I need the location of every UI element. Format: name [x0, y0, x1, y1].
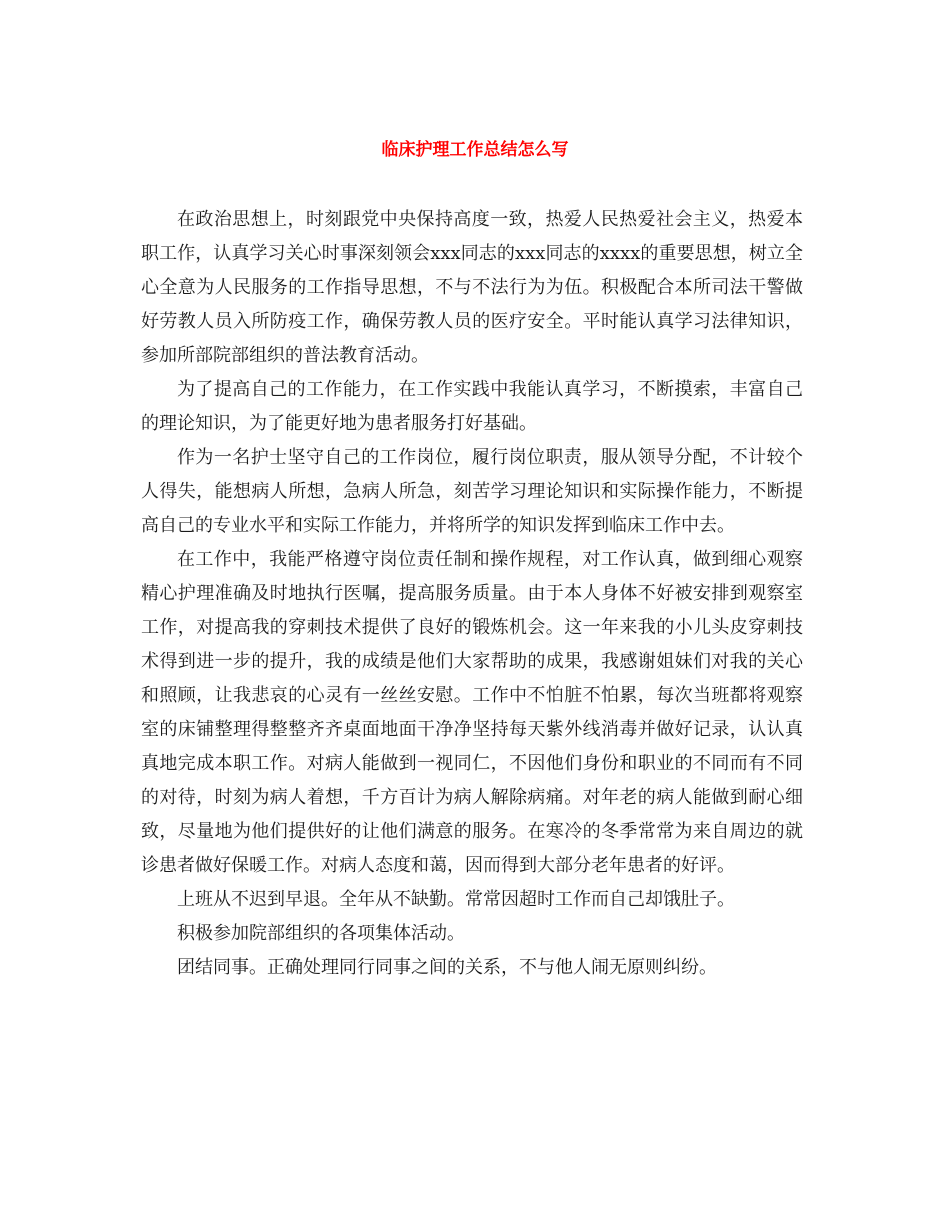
paragraph-political: 在政治思想上，时刻跟党中央保持高度一致，热爱人民热爱社会主义，热爱本职工作，认真学习关心时事深刻领会xxx同志的xxx同志的xxxx的重要思想，树立全心全意为人民服务的工作指导思想，不与不法行为为伍。积极配合本所司法干警做好劳教人员入所防疫工作，确保劳教人员的医疗安全。平时能认真学习法律知识，参加所部院部组织的普法教育活动。 — [141, 209, 803, 366]
document-title: 临床护理工作总结怎么写 — [381, 140, 569, 160]
paragraph-nurse-duty: 作为一名护士坚守自己的工作岗位，履行岗位职责，服从领导分配，不计较个人得失，能想病人所想，急病人所急，刻苦学习理论知识和实际操作能力，不断提高自己的专业水平和实际工作能力，并将所学的知识发挥到临床工作中去。 — [141, 447, 803, 536]
paragraph-ability: 为了提高自己的工作能力，在工作实践中我能认真学习，不断摸索，丰富自己的理论知识，为了能更好地为患者服务打好基础。 — [141, 379, 803, 434]
paragraph-colleagues: 团结同事。正确处理同行同事之间的关系，不与他人闹无原则纠纷。 — [177, 957, 717, 978]
paragraph-work-detail: 在工作中，我能严格遵守岗位责任制和操作规程，对工作认真，做到细心观察精心护理准确及时地执行医嘱，提高服务质量。由于本人身体不好被安排到观察室工作，对提高我的穿刺技术提供了良好的锻炼机会。这一年来我的小儿头皮穿刺技术得到进一步的提升，我的成绩是他们大家帮助的成果，我感谢姐妹们对我的关心和照顾，让我悲哀的心灵有一丝丝安慰。工作中不怕脏不怕累，每次当班都将观察室的床铺整理得整整齐齐桌面地面干净净坚持每天紫外线消毒并做好记录，认认真真地完成本职工作。对病人能做到一视同仁，不因他们身份和职业的不同而有不同的对待，时刻为病人着想，千方百计为病人解除病痛。对年老的病人能做到耐心细致，尽量地为他们提供好的让他们满意的服务。在寒冷的冬季常常为来自周边的就诊患者做好保暖工作。对病人态度和蔼，因而得到大部分老年患者的好评。 — [141, 549, 803, 876]
paragraph-attendance: 上班从不迟到早退。全年从不缺勤。常常因超时工作而自己却饿肚子。 — [177, 889, 735, 910]
document-body — [141, 203, 803, 985]
paragraph-activities: 积极参加院部组织的各项集体活动。 — [177, 923, 465, 944]
